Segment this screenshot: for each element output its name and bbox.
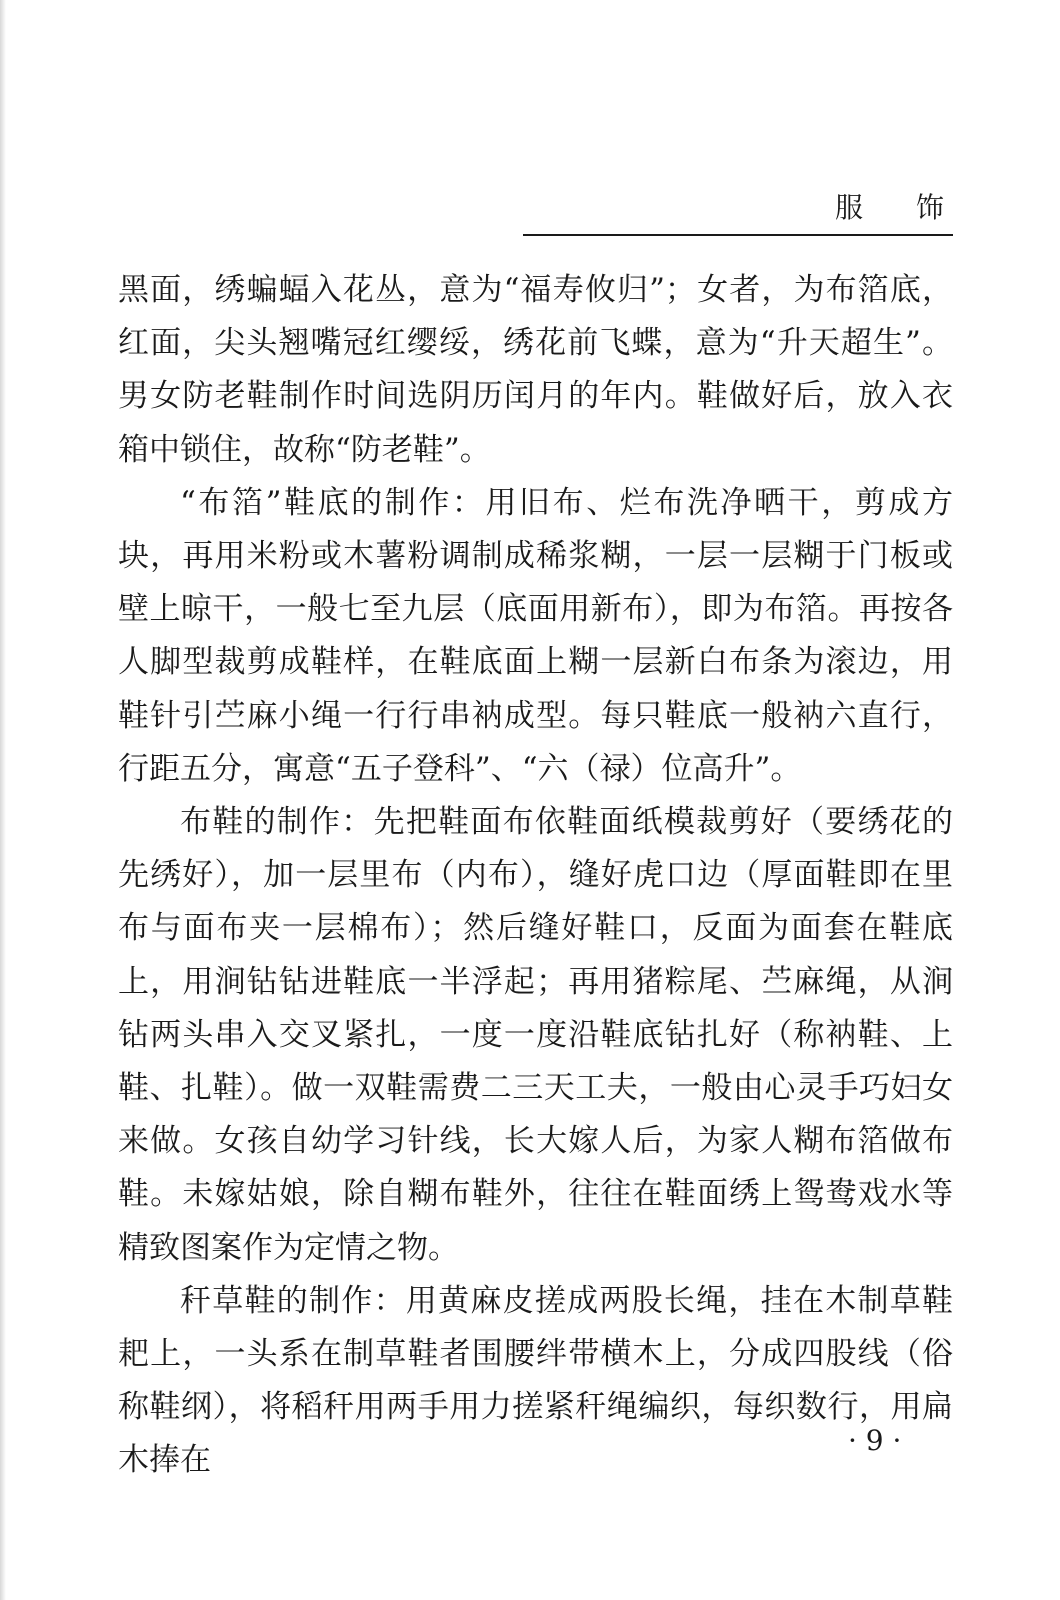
- page-number: · 9 ·: [848, 1424, 902, 1457]
- page-edge-shadow: [0, 0, 6, 1600]
- paragraph-2: “布箔”鞋底的制作：用旧布、烂布洗净晒干，剪成方块，再用米粉或木薯粉调制成稀浆糊，一层一层糊于门板或壁上晾干，一般七至九层（底面用新布），即为布箔。再按各人脚型裁剪成鞋样，在鞋底面上糊一层新白布条为滚边，用鞋针引苎麻小绳一行行串衲成型。每只鞋底一般衲六直行，行距五分，寓意“五子登科”、“六（禄）位高升”。: [118, 484, 953, 787]
- running-header: 服 饰: [835, 191, 966, 224]
- paragraph-4: 秆草鞋的制作：用黄麻皮搓成两股长绳，挂在木制草鞋耙上，一头系在制草鞋者围腰绊带横木上，分成四股线（俗称鞋纲），将稻秆用两手用力搓紧秆绳编织，每织数行，用扁木捧在: [118, 1282, 953, 1479]
- body-text: [118, 264, 953, 1488]
- header-rule: [523, 234, 953, 236]
- paragraph-1: 黑面，绣蝙蝠入花丛，意为“福寿攸归”；女者，为布箔底，红面，尖头翘嘴冠红缨绥，绣花前飞蝶，意为“升天超生”。男女防老鞋制作时间选阴历闰月的年内。鞋做好后，放入衣箱中锁住，故称“防老鞋”。: [118, 272, 953, 468]
- paragraph-3: 布鞋的制作：先把鞋面布依鞋面纸模裁剪好（要绣花的先绣好），加一层里布（内布），缝好虎口边（厚面鞋即在里布与面布夹一层棉布）；然后缝好鞋口，反面为面套在鞋底上，用涧钻钻进鞋底一半浮起；再用猪粽尾、苎麻绳，从涧钻两头串入交叉紧扎，一度一度沿鞋底钻扎好（称衲鞋、上鞋、扎鞋）。做一双鞋需费二三天工夫，一般由心灵手巧妇女来做。女孩自幼学习针线，长大嫁人后，为家人糊布箔做布鞋。未嫁姑娘，除自糊布鞋外，往往在鞋面绣上鸳鸯戏水等精致图案作为定情之物。: [118, 804, 953, 1266]
